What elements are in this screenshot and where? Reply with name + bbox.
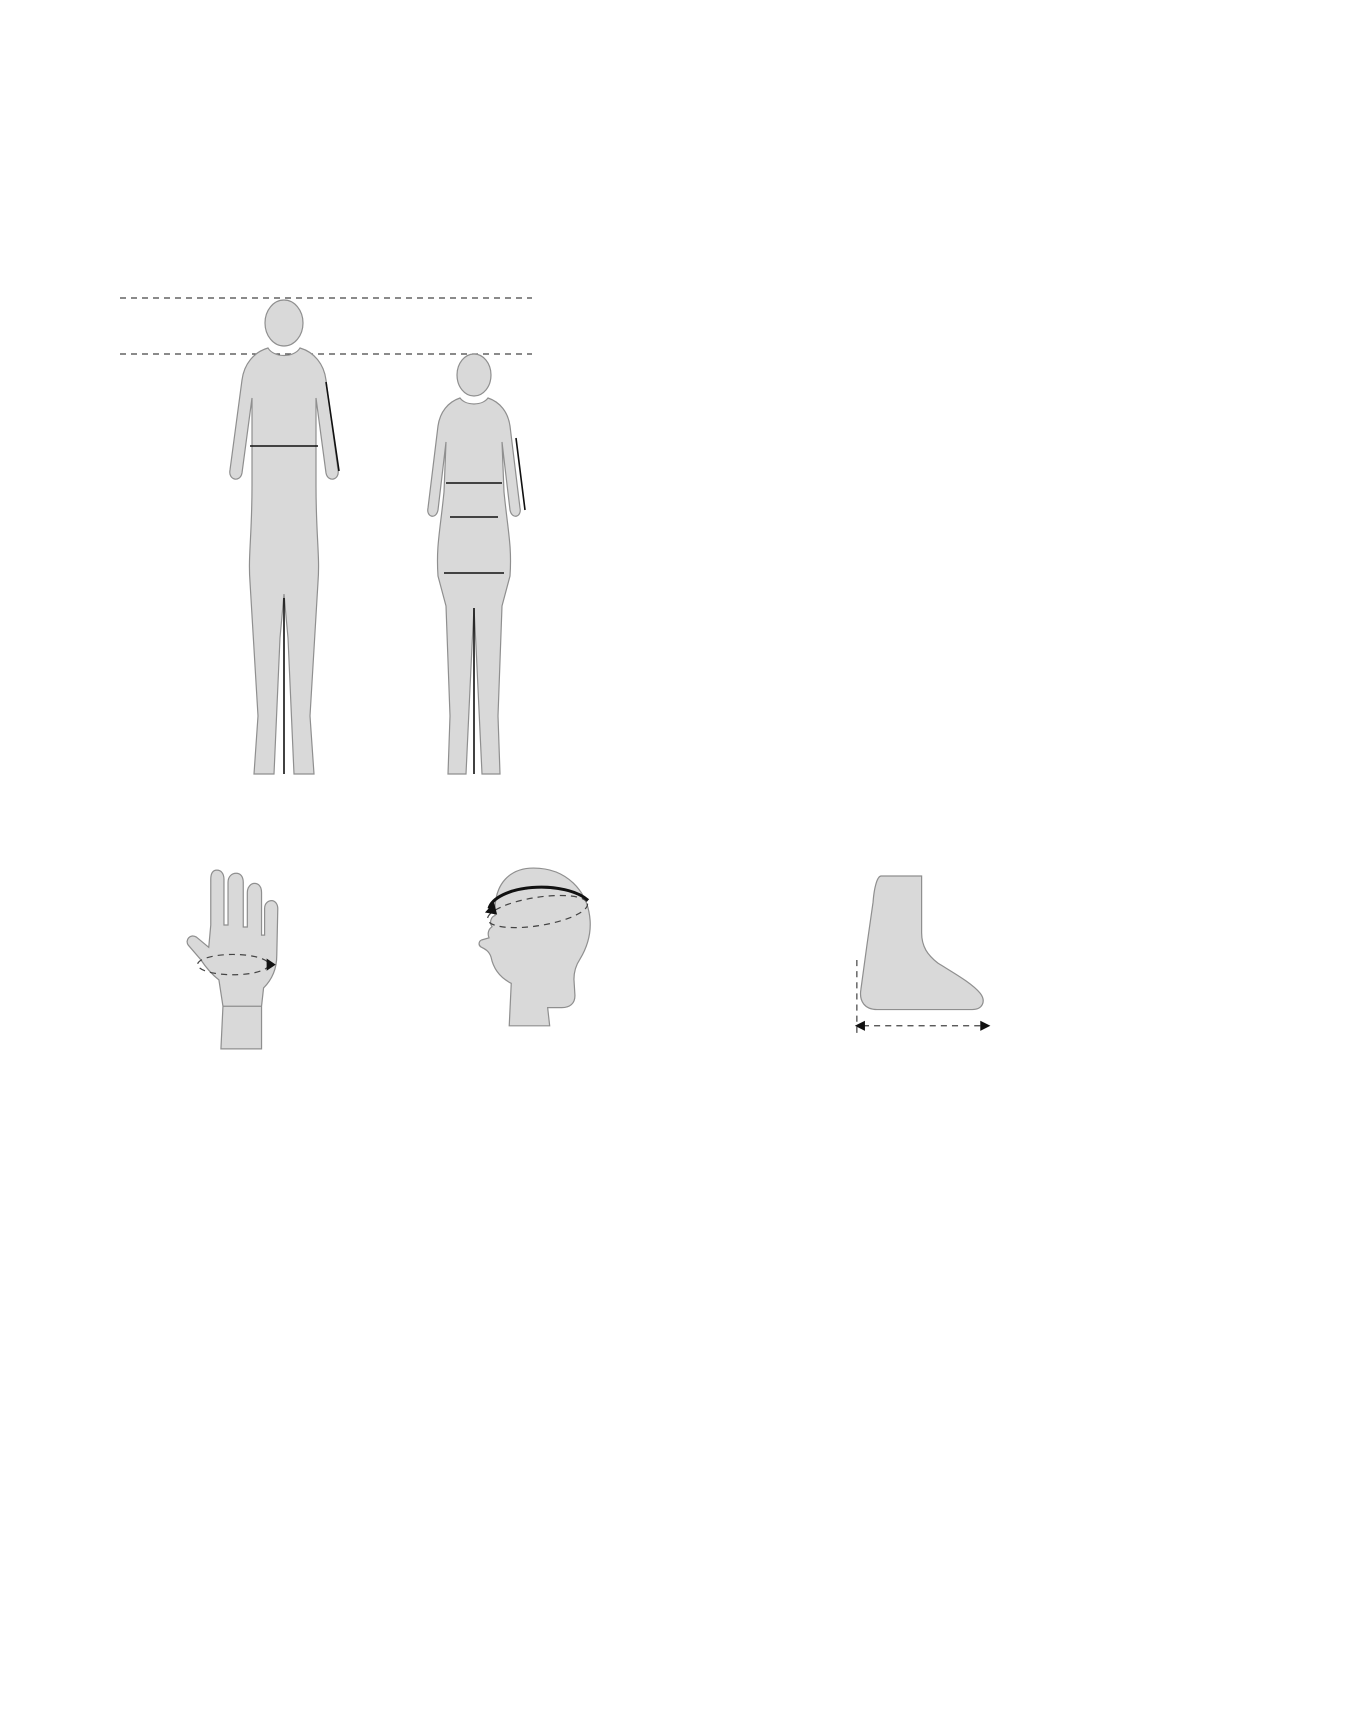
foot-illustration — [828, 874, 996, 1046]
clothing-size-instructions — [582, 630, 887, 639]
female-figure-illustration — [428, 354, 525, 774]
head-illustration — [460, 862, 608, 1044]
foot-measure-right-arrow-icon — [980, 1021, 990, 1031]
body-measurement-diagram — [64, 246, 584, 811]
male-figure-illustration — [230, 300, 339, 774]
hand-illustration — [160, 864, 292, 1052]
